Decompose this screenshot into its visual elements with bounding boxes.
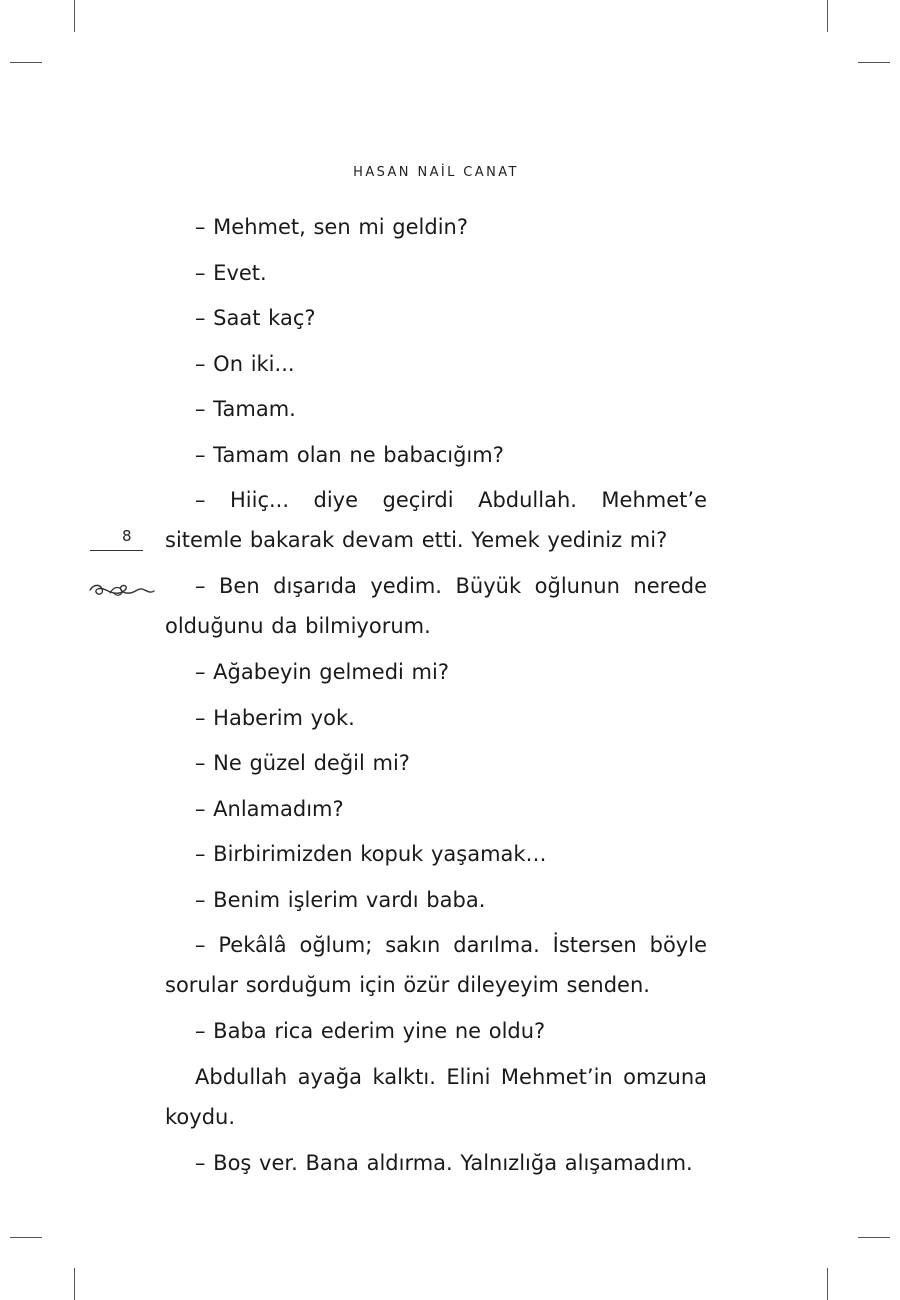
crop-mark-bottom-left	[74, 1268, 75, 1300]
paragraph: Abdullah ayağa kalktı. Elini Mehmet’in omzuna koydu.	[165, 1064, 707, 1129]
crop-mark-right-top	[858, 62, 890, 63]
crop-mark-right-bottom	[858, 1237, 890, 1238]
paragraph: – Ben dışarıda yedim. Büyük oğlunun nerede olduğunu da bilmiyorum.	[165, 574, 707, 638]
paragraph: – Tamam.	[195, 397, 296, 421]
page-number: 8	[122, 527, 132, 545]
paragraph: – Pekâlâ oğlum; sakın darılma. İstersen böyle sorular sorduğum için özür dileyeyim senden.	[165, 933, 707, 997]
paragraph: – Ağabeyin gelmedi mi?	[195, 660, 449, 684]
paragraph: – Evet.	[195, 260, 267, 285]
paragraph: – Ne güzel değil mi?	[195, 751, 410, 775]
paragraph: – Hiiç... diye geçirdi Abdullah. Mehmet’e sitemle bakarak devam etti. Yemek yediniz mi?	[165, 488, 707, 552]
crop-mark-top-right	[827, 0, 828, 32]
paragraph: – Benim işlerim vardı baba.	[195, 887, 486, 912]
page-number-rule	[90, 550, 143, 551]
paragraph: – Baba rica ederim yine ne oldu?	[195, 1019, 546, 1043]
crop-mark-bottom-right	[827, 1268, 828, 1300]
paragraph: – Anlamadım?	[195, 796, 344, 821]
paragraph: – Haberim yok.	[195, 705, 355, 730]
paragraph: – Saat kaç?	[195, 306, 316, 330]
paragraph: – On iki...	[195, 351, 295, 376]
paragraph: – Mehmet, sen mi geldin?	[195, 215, 469, 239]
crop-mark-left-top	[10, 62, 42, 63]
crop-mark-left-bottom	[10, 1237, 42, 1238]
paragraph: – Boş ver. Bana aldırma. Yalnızlığa alışamadım.	[195, 1150, 693, 1175]
crop-mark-top-left	[74, 0, 75, 32]
paragraph: – Birbirimizden kopuk yaşamak…	[195, 842, 547, 866]
body-text	[165, 207, 707, 1188]
running-header: HASAN NAİL CANAT	[353, 165, 519, 180]
paragraph: – Tamam olan ne babacığım?	[195, 442, 504, 467]
flourish-ornament-icon	[88, 580, 156, 602]
